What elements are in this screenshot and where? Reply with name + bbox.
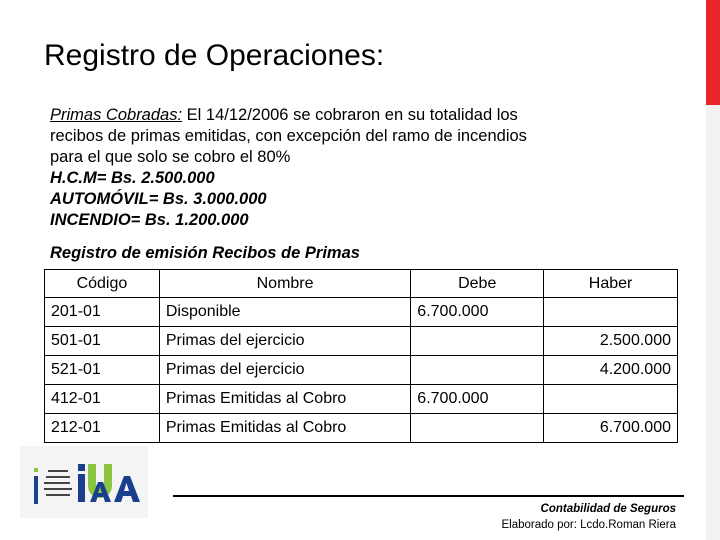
cell-debe	[411, 356, 544, 385]
cell-haber: 2.500.000	[544, 327, 678, 356]
cell-code: 501-01	[45, 327, 160, 356]
header-haber: Haber	[544, 270, 678, 298]
cell-name: Primas Emitidas al Cobro	[159, 385, 410, 414]
cell-code: 212-01	[45, 414, 160, 443]
header-debe: Debe	[411, 270, 544, 298]
intro-label: Primas Cobradas:	[50, 106, 183, 124]
cell-name: Primas del ejercicio	[159, 356, 410, 385]
footer-divider	[173, 495, 684, 497]
cell-haber	[544, 298, 678, 327]
cell-code: 201-01	[45, 298, 160, 327]
header-codigo: Código	[45, 270, 160, 298]
cell-haber	[544, 385, 678, 414]
iuaa-logo-icon	[20, 446, 148, 518]
intro-paragraph	[50, 105, 650, 231]
table-row	[45, 327, 678, 356]
cell-debe	[411, 414, 544, 443]
table-row	[45, 385, 678, 414]
intro-text-1: El 14/12/2006 se cobraron en su totalidad los	[182, 106, 518, 124]
table-row	[45, 356, 678, 385]
footer-author: Elaborado por: Lcdo.Roman Riera	[501, 519, 676, 531]
cell-name: Primas Emitidas al Cobro	[159, 414, 410, 443]
cell-code: 521-01	[45, 356, 160, 385]
intro-text-3: para el que solo se cobro el 80%	[50, 148, 291, 166]
footer-course: Contabilidad de Seguros	[540, 503, 676, 515]
cell-name: Disponible	[159, 298, 410, 327]
intro-text-2: recibos de primas emitidas, con excepción del ramo de incendios	[50, 127, 527, 145]
header-nombre: Nombre	[159, 270, 410, 298]
section-title: Registro de emisión Recibos de Primas	[50, 244, 360, 262]
automovil-amount: AUTOMÓVIL= Bs. 3.000.000	[50, 190, 267, 208]
accent-bar	[706, 0, 720, 105]
cell-haber: 4.200.000	[544, 356, 678, 385]
cell-name: Primas del ejercicio	[159, 327, 410, 356]
page-title: Registro de Operaciones:	[44, 39, 385, 72]
institution-logo	[20, 446, 148, 518]
cell-code: 412-01	[45, 385, 160, 414]
ledger-table	[44, 269, 678, 443]
cell-debe: 6.700.000	[411, 298, 544, 327]
table-header-row	[45, 270, 678, 298]
cell-debe: 6.700.000	[411, 385, 544, 414]
incendio-amount: INCENDIO= Bs. 1.200.000	[50, 211, 249, 229]
cell-haber: 6.700.000	[544, 414, 678, 443]
table-row	[45, 298, 678, 327]
hcm-amount: H.C.M= Bs. 2.500.000	[50, 169, 215, 187]
table-row	[45, 414, 678, 443]
side-strip	[706, 105, 720, 540]
cell-debe	[411, 327, 544, 356]
